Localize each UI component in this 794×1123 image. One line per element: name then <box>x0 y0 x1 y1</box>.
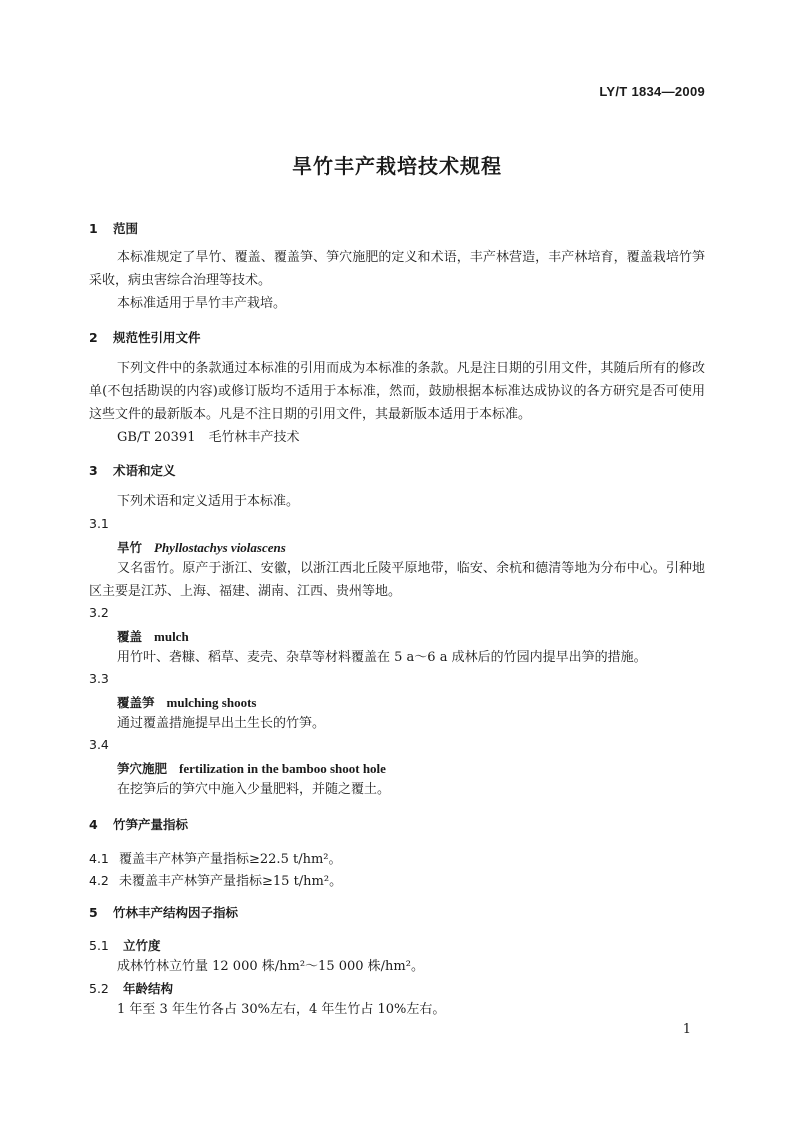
normative-reference: GB/T 20391 毛竹林丰产技术 <box>117 430 300 445</box>
item-text: 未覆盖丰产林笋产量指标≥15 t/hm²。 <box>119 874 343 889</box>
document-title: 旱竹丰产栽培技术规程 <box>292 154 502 178</box>
section-title: 范围 <box>113 221 139 236</box>
term-number: 3.2 <box>89 605 109 620</box>
term-definition: 用竹叶、砻糠、稻草、麦壳、杂草等材料覆盖在 5 a～6 a 成林后的竹园内提早出笋的措施。 <box>117 650 647 665</box>
subsection-text: 1 年至 3 年生竹各占 30%左右，4 年生竹占 10%左右。 <box>117 1002 446 1017</box>
item-number: 4.1 <box>89 851 109 866</box>
subsection-number: 5.1 <box>89 938 109 953</box>
term-zh: 笋穴施肥 <box>117 761 168 776</box>
section-title: 竹林丰产结构因子指标 <box>113 905 239 920</box>
section-2-paragraph: 下列文件中的条款通过本标准的引用而成为本标准的条款。凡是注日期的引用文件，其随后所有的修改单(不包括勘误的内容)或修订版均不适用于本标准，然而，鼓励根据本标准达成协议的各方研究是否可使用这些文件的最新版本。凡是不注日期的引用文件，其最新版本适用于本标准。 <box>89 361 705 422</box>
section-title: 竹笋产量指标 <box>113 817 189 832</box>
page-number: 1 <box>682 1022 691 1037</box>
term-number: 3.3 <box>89 671 109 686</box>
term-name <box>117 693 256 711</box>
section-3-heading <box>89 461 176 479</box>
subsection-text: 成林竹林立竹量 12 000 株/hm²～15 000 株/hm²。 <box>117 959 424 974</box>
term-name <box>117 538 286 556</box>
section-title: 术语和定义 <box>113 463 176 478</box>
section-number: 3 <box>89 463 98 478</box>
section-1-paragraph: 本标准规定了旱竹、覆盖、覆盖笋、笋穴施肥的定义和术语，丰产林营造，丰产林培育，覆盖栽培竹笋采收，病虫害综合治理等技术。 <box>89 250 705 288</box>
section-2-heading <box>89 328 201 346</box>
term-name <box>117 627 189 645</box>
term-en: mulching shoots <box>166 695 257 710</box>
section-1-scope-line: 本标准适用于旱竹丰产栽培。 <box>117 296 287 311</box>
subsection-title: 立竹度 <box>123 938 161 953</box>
standard-code: LY/T 1834—2009 <box>599 84 705 99</box>
item-text: 覆盖丰产林笋产量指标≥22.5 t/hm²。 <box>119 852 342 867</box>
section-3-intro: 下列术语和定义适用于本标准。 <box>117 494 300 509</box>
term-definition: 又名雷竹。原产于浙江、安徽，以浙江西北丘陵平原地带，临安、余杭和德清等地为分布中心。引种地区主要是江苏、上海、福建、湖南、江西、贵州等地。 <box>89 561 705 599</box>
item-number: 4.2 <box>89 873 109 888</box>
term-name <box>117 759 386 777</box>
term-number: 3.4 <box>89 737 109 752</box>
section-number: 4 <box>89 817 98 832</box>
section-1-heading <box>89 219 138 237</box>
term-en: mulch <box>154 629 189 644</box>
section-5-heading <box>89 903 238 921</box>
section-number: 1 <box>89 221 98 236</box>
term-zh: 旱竹 <box>117 540 143 555</box>
term-number: 3.1 <box>89 516 109 531</box>
section-number: 5 <box>89 905 98 920</box>
list-item <box>89 870 342 889</box>
subsection-heading <box>89 936 161 954</box>
term-zh: 覆盖 <box>117 629 143 644</box>
subsection-heading <box>89 979 173 997</box>
term-en: Phyllostachys violascens <box>154 540 286 555</box>
subsection-number: 5.2 <box>89 981 109 996</box>
subsection-title: 年龄结构 <box>123 981 174 996</box>
term-zh: 覆盖笋 <box>117 695 155 710</box>
list-item <box>89 848 342 867</box>
section-title: 规范性引用文件 <box>113 330 201 345</box>
section-number: 2 <box>89 330 98 345</box>
term-definition: 通过覆盖措施提早出土生长的竹笋。 <box>117 716 326 731</box>
section-4-heading <box>89 815 188 833</box>
term-definition: 在挖笋后的笋穴中施入少量肥料，并随之覆土。 <box>117 782 391 797</box>
term-en: fertilization in the bamboo shoot hole <box>179 761 386 776</box>
